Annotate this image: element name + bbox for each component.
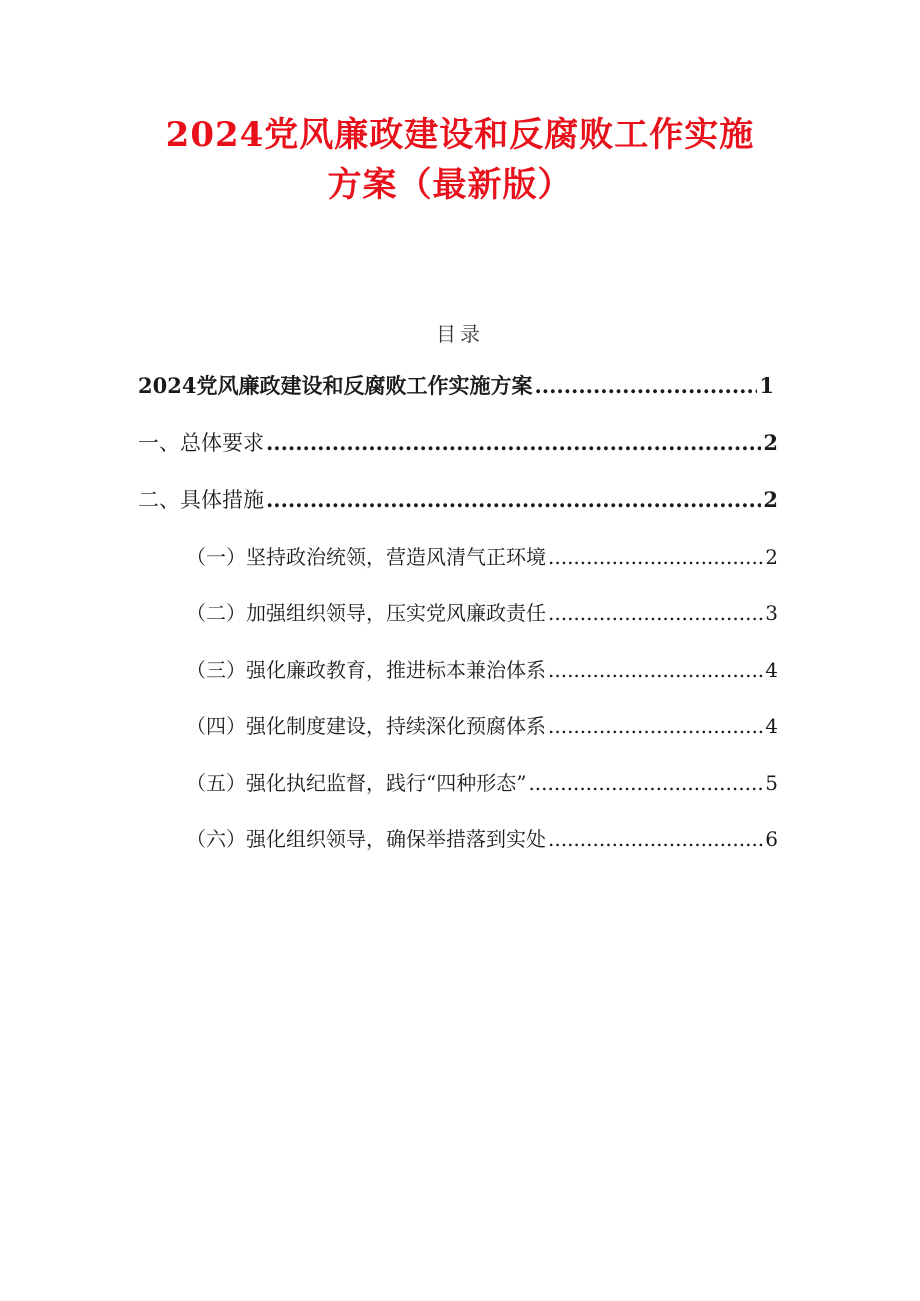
toc-leader-dots [534, 373, 757, 398]
toc-entry-page: 1 [759, 373, 774, 398]
toc-entry-page: 2 [763, 487, 778, 512]
toc-entry[interactable] [186, 541, 778, 575]
toc-entry-label: 二、具体措施 [138, 488, 264, 512]
toc-entry-page: 4 [765, 714, 778, 738]
toc-entry-page: 4 [765, 658, 778, 682]
toc-leader-dots [266, 430, 761, 455]
toc-entry-label: 2024党风廉政建设和反腐败工作实施方案 [138, 373, 533, 398]
toc-leader-dots [548, 658, 763, 682]
toc-leader-dots [548, 601, 763, 625]
toc-entry-label: （二）加强组织领导，压实党风廉政责任 [186, 601, 546, 625]
toc-entry[interactable] [138, 427, 778, 461]
toc-entry-page: 6 [765, 827, 778, 851]
toc-leader-dots [548, 545, 763, 569]
toc-entry-label: 一、总体要求 [138, 431, 264, 455]
toc-leader-dots [528, 771, 763, 795]
toc-entry[interactable] [186, 710, 778, 744]
toc-entry-label: （三）强化廉政教育，推进标本兼治体系 [186, 658, 546, 682]
toc-entry[interactable] [186, 597, 778, 631]
toc-leader-dots [266, 487, 761, 512]
document-title-line-2: 方案（最新版） [327, 165, 573, 205]
toc-heading: 目录 [436, 322, 484, 346]
toc-entry-page: 3 [765, 601, 778, 625]
toc-leader-dots [548, 714, 763, 738]
toc-entry-label: （四）强化制度建设，持续深化预腐体系 [186, 714, 546, 738]
toc-entry[interactable] [186, 654, 778, 688]
toc-entry-label: （六）强化组织领导，确保举措落到实处 [186, 827, 546, 851]
document-title-line-1: 2024党风廉政建设和反腐败工作实施 [165, 115, 755, 155]
toc-entry-page: 2 [763, 430, 778, 455]
toc-leader-dots [548, 827, 763, 851]
toc-entry-label: （一）坚持政治统领，营造风清气正环境 [186, 545, 546, 569]
toc-entry[interactable] [138, 484, 778, 518]
toc-entry-page: 2 [765, 545, 778, 569]
toc-entry[interactable] [186, 767, 778, 801]
toc-entry[interactable] [186, 823, 778, 857]
toc-entry[interactable] [138, 370, 774, 404]
toc-entry-label: （五）强化执纪监督，践行“四种形态” [186, 771, 527, 795]
toc-entry-page: 5 [765, 771, 778, 795]
